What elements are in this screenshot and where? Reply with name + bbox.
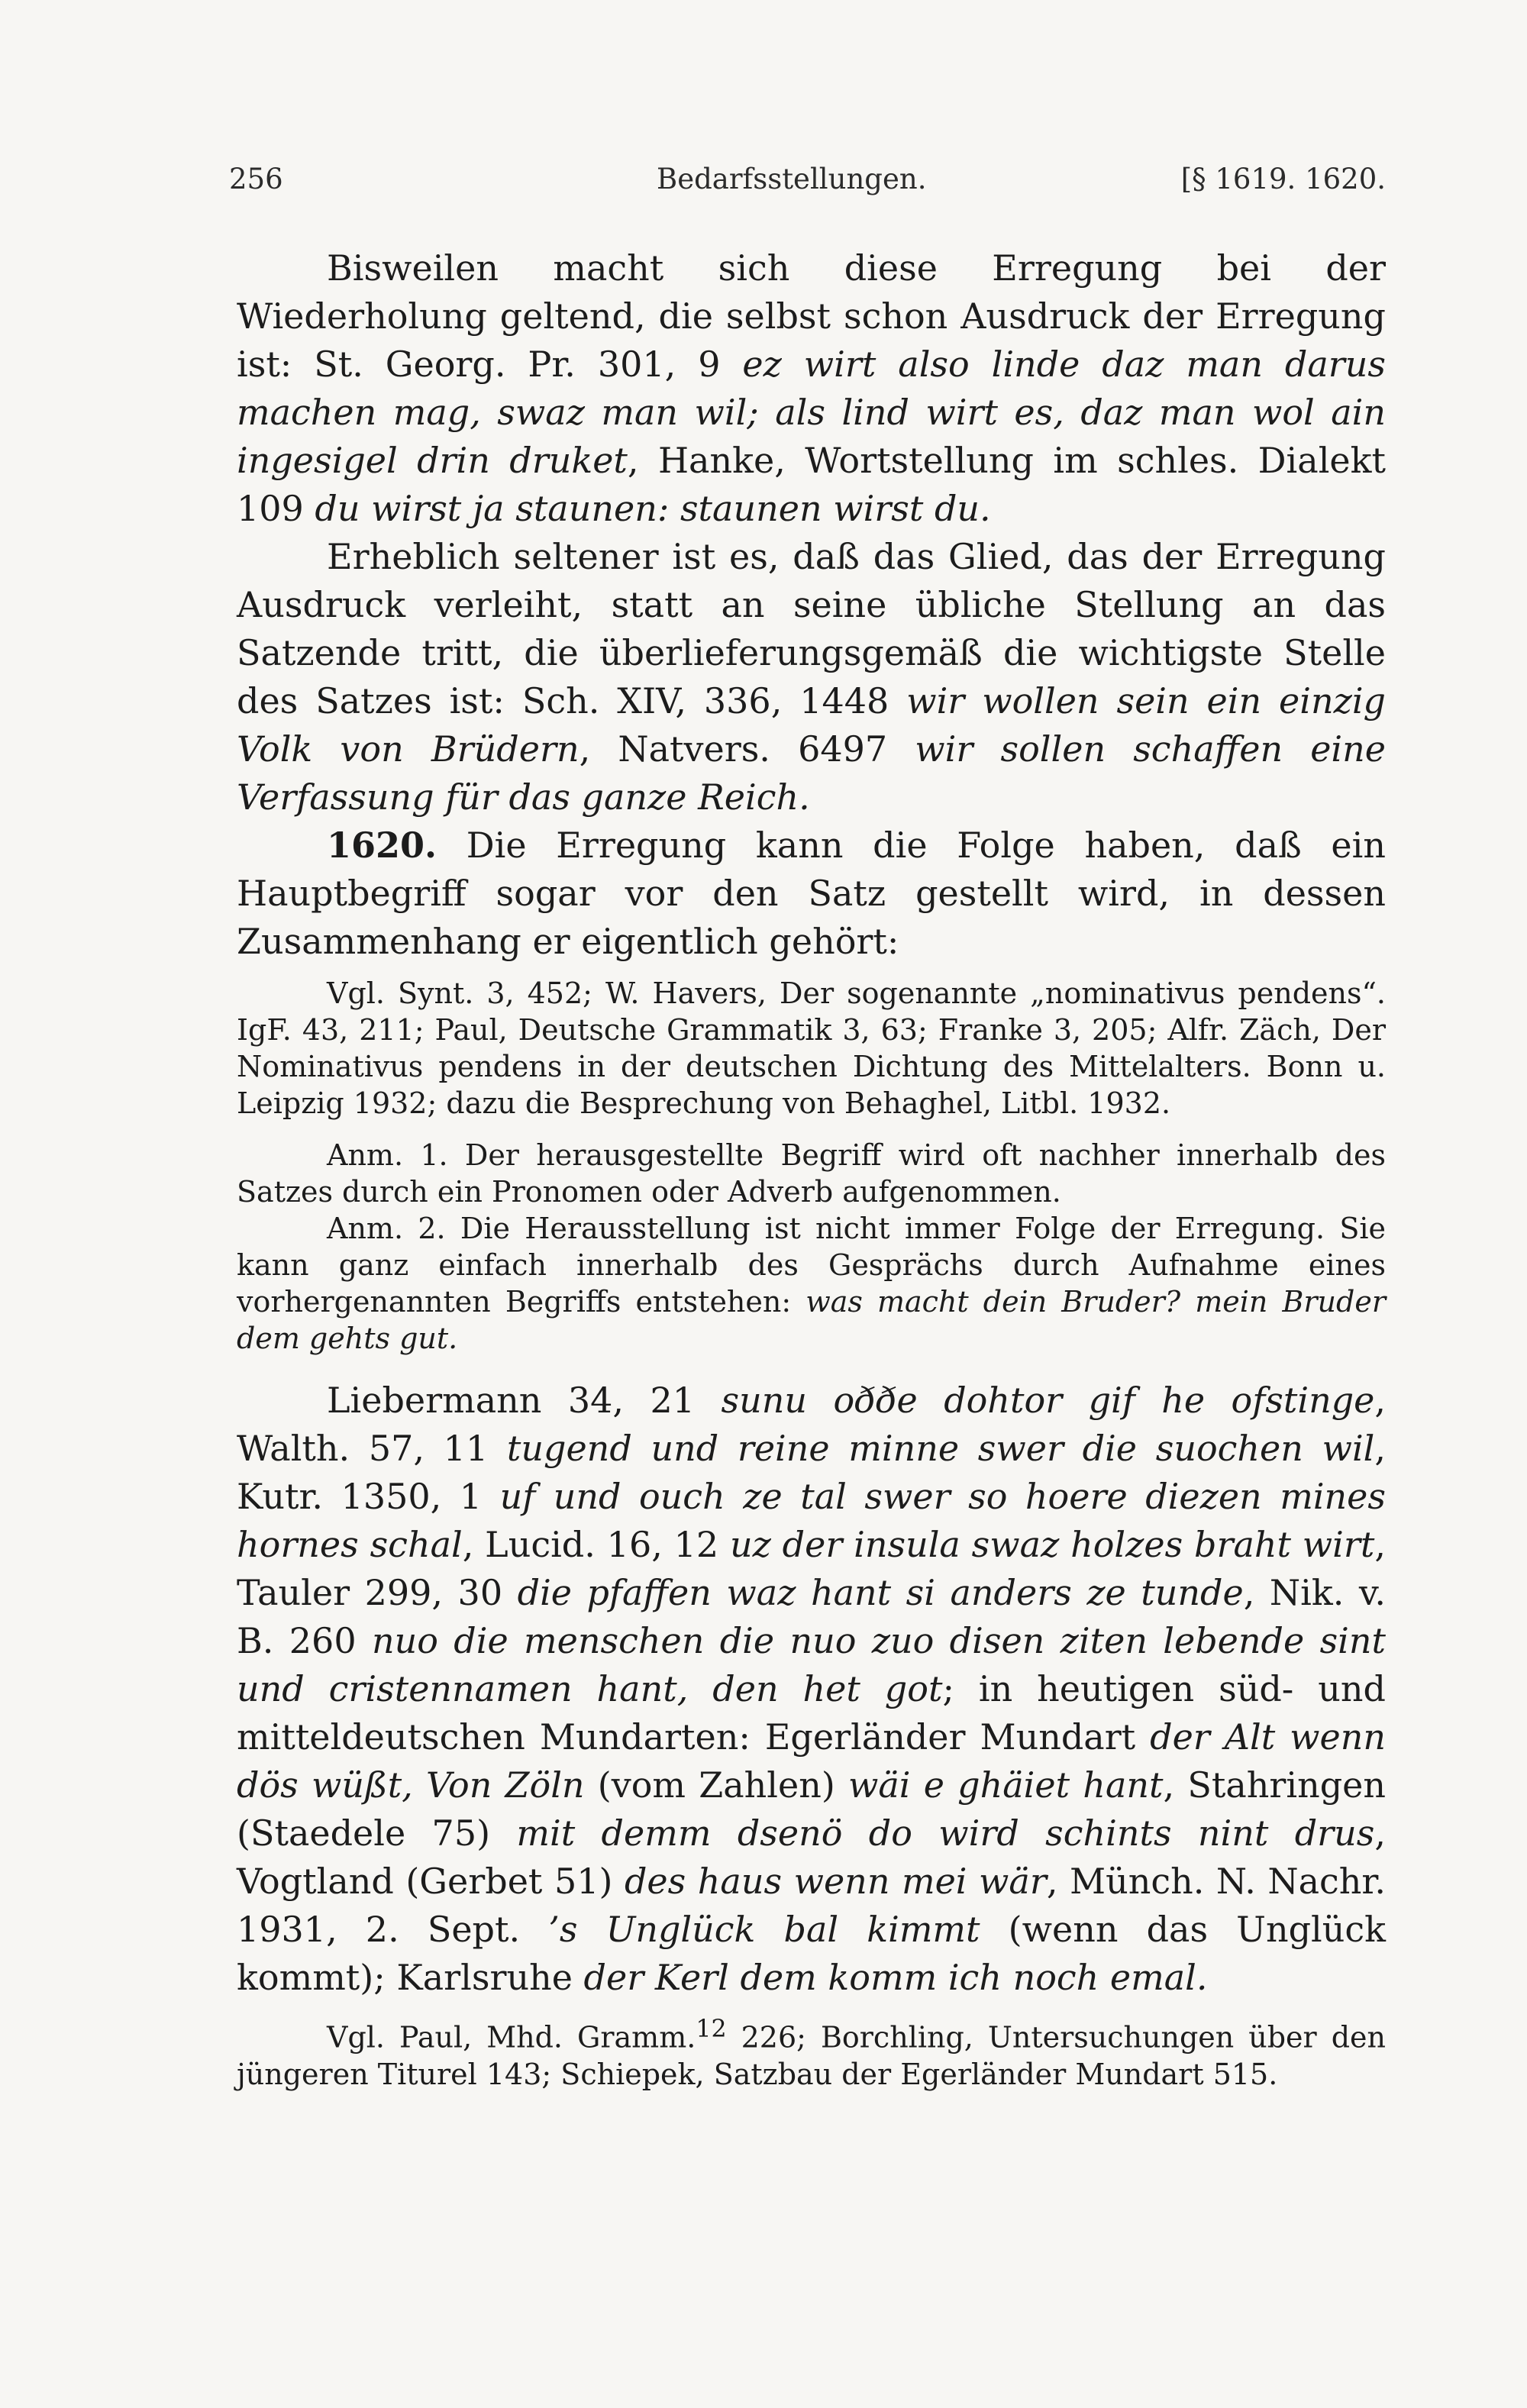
text-span: Vgl. Synt. 3, 452; W. Havers, Der sogenannte „nominativus pendens“. IgF. 43, 211; Paul, Deutsche Grammatik 3, 63; Franke 3, 205; Alfr. Zäch, Der Nominativus pendens in der deutschen Dichtung des Mittelalters. Bonn u. Leipzig 1932; dazu die Besprechung von Behaghel, Litbl. 1932. [237, 976, 1386, 1120]
text-span: Liebermann 34, 21 [327, 1380, 722, 1421]
text-span: Erheblich seltener ist es, daß das Glied, das der Erregung Ausdruck verleiht, statt an seine übliche Stellung an das Satzende tritt, die überlieferungsgemäß die wichtigste Stelle des Satzes ist: Sch. XIV, 336, 1448 [237, 536, 1386, 721]
text-span: Vgl. Paul, Mhd. Gramm. [327, 2020, 696, 2055]
quotation: wir wollen sein ein einzig Volk von Brüdern [237, 680, 1386, 770]
text-span: , Lucid. 16, 12 [462, 1524, 730, 1565]
bibliography-note [237, 975, 1386, 1122]
quotation: nuo die menschen die nuo zuo disen ziten lebende sint und cristennamen hant, den het got [237, 1620, 1386, 1709]
text-span: , Vogtland (Gerbet 51) [237, 1812, 1386, 1902]
text-span: Anm. 2. Die Herausstellung ist nicht immer Folge der Erregung. Sie kann ganz einfach innerhalb des Gesprächs durch Aufnahme eines vorhergenannten Begriffs entstehen: [237, 1212, 1386, 1319]
quotation: uz der insula swaz holzes braht wirt [730, 1524, 1375, 1565]
quotation: der Alt wenn dös wüßt, Von Zöln [237, 1716, 1387, 1806]
text-span: Bisweilen macht sich diese Erregung bei der Wiederholung geltend, die selbst schon Ausdruck der Erregung ist: St. Georg. Pr. 301, 9 [237, 247, 1386, 385]
quotation: was macht dein Bruder? mein Bruder dem gehts gut. [237, 1285, 1386, 1355]
quotation: des haus wenn mei wär [624, 1861, 1047, 1902]
section-reference: [§ 1619. 1620. [1180, 163, 1386, 195]
text-span: , Hanke, Wortstellung im schles. Dialekt 109 [237, 440, 1386, 529]
text-span: (wenn das Unglück kommt); Karlsruhe [237, 1909, 1386, 1998]
section-1620-paragraph [237, 821, 1386, 966]
quotation: ’s Unglück bal kimmt [548, 1909, 980, 1950]
quotation: tugend und reine minne swer die suochen wil [506, 1428, 1375, 1469]
edition-superscript: 12 [696, 2016, 727, 2043]
text-span: , Stahringen (Staedele 75) [237, 1764, 1386, 1854]
text-span: 226; Borchling, Untersuchungen über den jüngeren Titurel 143; Schiepek, Satzbau der Egerländer Mundart 515. [237, 2020, 1386, 2091]
text-span: Die Erregung kann die Folge haben, daß ein Hauptbegriff sogar vor den Satz gestellt wird, in dessen Zusammenhang er eigentlich gehört: [237, 825, 1386, 962]
page-body [237, 244, 1386, 2093]
text-span: , Natvers. 6497 [579, 728, 915, 770]
text-span: ; in heutigen süd- und mitteldeutschen Mundarten: Egerländer Mundart [237, 1668, 1386, 1758]
quotation: wir sollen schaffen eine Verfassung für das ganze Reich. [237, 728, 1386, 818]
running-title: Bedarfsstellungen. [657, 163, 927, 195]
quotation: ez wirt also linde daz man darus machen mag, swaz man wil; als lind wirt es, daz man wol ain ingesigel drin druket [237, 344, 1387, 481]
text-span: Anm. 1. Der herausgestellte Begriff wird oft nachher innerhalb des Satzes durch ein Pronomen oder Adverb aufgenommen. [237, 1138, 1386, 1209]
quotation: uf und ouch ze tal swer so hoere diezen mines hornes schal [237, 1476, 1386, 1565]
quotation: mit demm dsenö do wird schints nint drus [516, 1812, 1375, 1854]
quotation: du wirst ja staunen: staunen wirst du. [315, 488, 991, 529]
text-span: , Walth. 57, 11 [237, 1380, 1386, 1469]
text-span: , Münch. N. Nachr. 1931, 2. Sept. [237, 1861, 1386, 1950]
text-span: (vom Zahlen) [584, 1764, 848, 1806]
section-number: 1620. [327, 825, 437, 866]
quotation: der Kerl dem komm ich noch emal. [583, 1957, 1208, 1998]
text-span: , Kutr. 1350, 1 [237, 1428, 1386, 1517]
paragraph-satzende [237, 533, 1386, 821]
page-number: 256 [229, 163, 283, 195]
text-span: , Nik. v. B. 260 [237, 1572, 1387, 1661]
annotation-2 [237, 1210, 1386, 1357]
text-span: , Tauler 299, 30 [237, 1524, 1386, 1613]
bibliography-note-2 [237, 2011, 1386, 2093]
paragraph-repetition [237, 244, 1386, 533]
paragraph-examples [237, 1377, 1386, 2002]
quotation: die pfaffen waz hant si anders ze tunde [517, 1572, 1244, 1613]
quotation: wäi e ghäiet hant [848, 1764, 1164, 1806]
annotation-1 [237, 1137, 1386, 1210]
quotation: sunu oððe dohtor gif he ofstinge [721, 1380, 1375, 1421]
